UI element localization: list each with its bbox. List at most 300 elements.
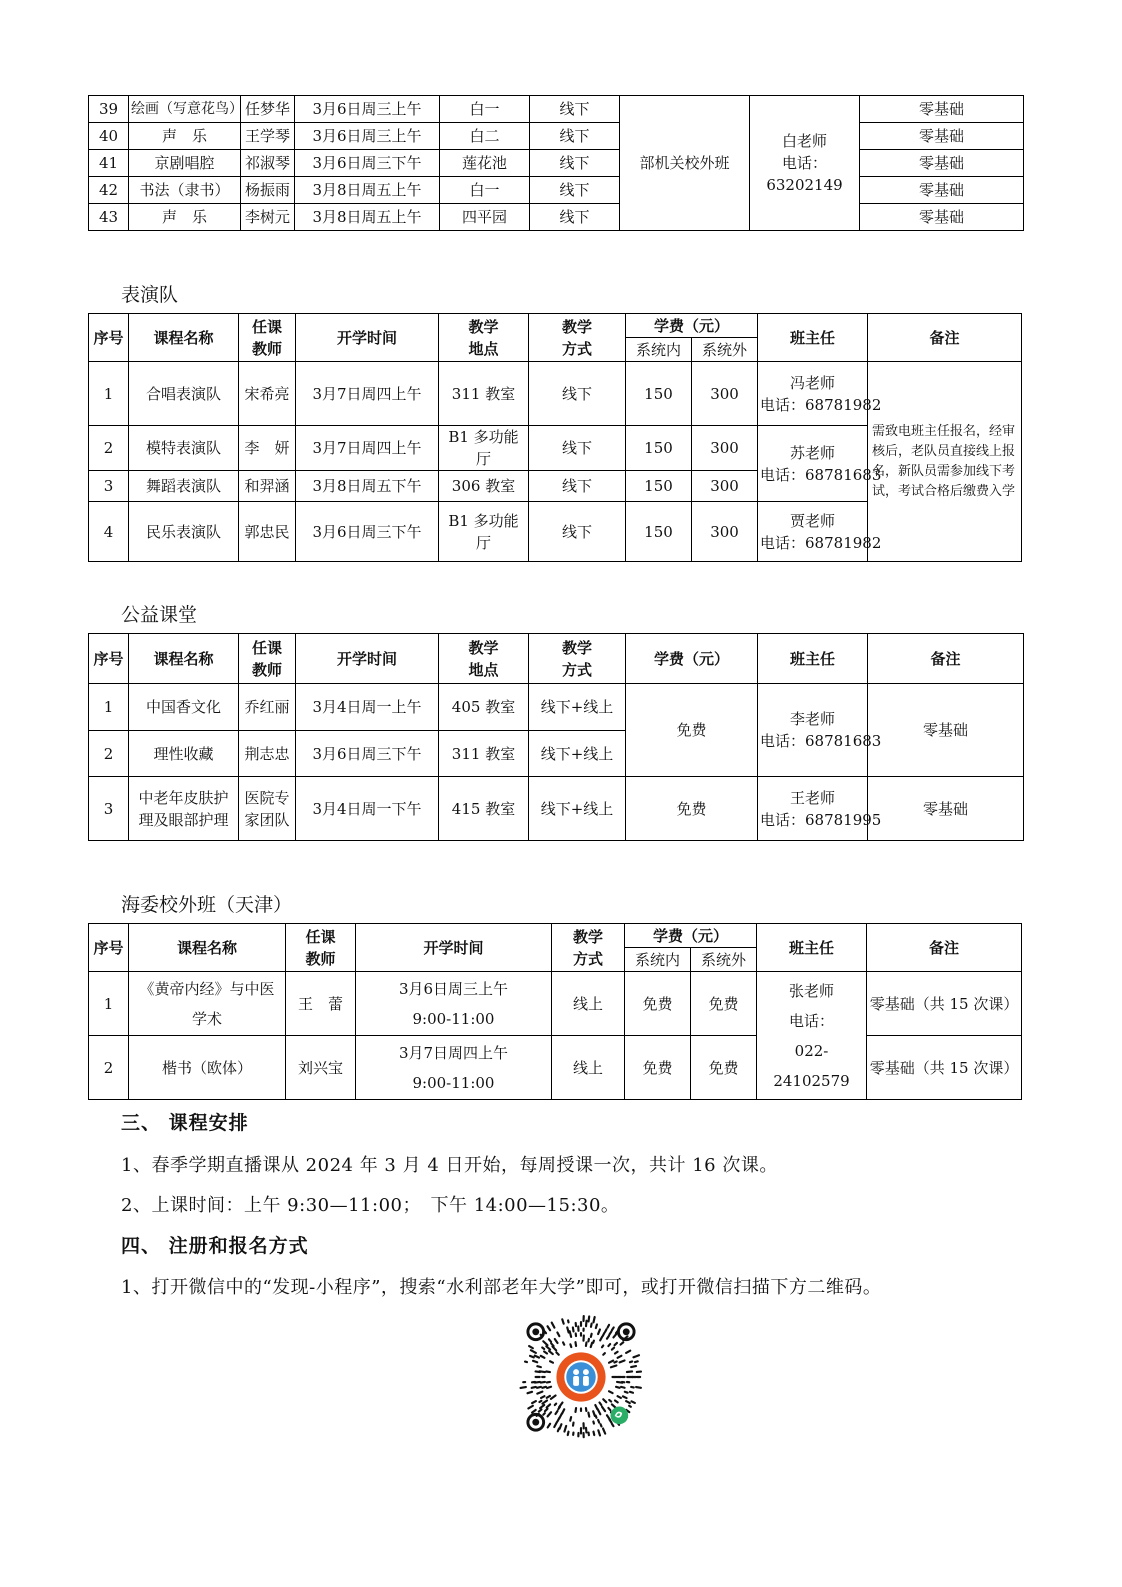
start-time-date: 3月6日周三上午 — [398, 979, 509, 998]
qr-dash — [591, 1334, 592, 1337]
row-number: 42 — [89, 177, 129, 204]
section-title-welfare: 公益课堂 — [121, 604, 198, 626]
qr-dash — [625, 1392, 628, 1393]
header-mode-line1: 教学 — [561, 317, 592, 336]
header-fee: 学费（元） — [626, 634, 758, 684]
teacher-name: 王学琴 — [241, 123, 295, 150]
teaching-mode: 线下+线上 — [529, 777, 626, 841]
qr-dash — [598, 1430, 600, 1435]
remark: 零基础 — [860, 96, 1024, 123]
qr-dash — [537, 1366, 541, 1367]
start-time: 3月7日周四上午 — [296, 426, 439, 471]
course-name: 京剧唱腔 — [129, 150, 241, 177]
qr-dash — [605, 1329, 606, 1332]
qr-dash — [609, 1420, 611, 1423]
table-row — [89, 1036, 1022, 1100]
remark: 零基础 — [860, 123, 1024, 150]
row-number: 1 — [89, 972, 129, 1036]
course-name-line2: 学术 — [191, 1009, 222, 1028]
qr-dash — [528, 1392, 533, 1393]
row-number: 4 — [89, 502, 129, 562]
tianjin-table — [88, 923, 1022, 1100]
head-teacher — [758, 777, 882, 841]
qr-dash — [547, 1396, 550, 1398]
qr-dash — [618, 1356, 622, 1358]
fee-outside: 300 — [692, 362, 758, 426]
qr-dash — [588, 1339, 589, 1341]
header-time: 开学时间 — [356, 924, 552, 972]
qr-dash — [535, 1356, 539, 1358]
head-teacher-name: 贾老师 — [790, 511, 836, 530]
header-place-line1: 教学 — [468, 638, 499, 657]
header-mode — [529, 314, 626, 362]
teaching-mode: 线下 — [530, 204, 620, 231]
row-number: 3 — [89, 471, 129, 502]
table-row — [89, 123, 1024, 150]
head-teacher-name: 白老师 — [781, 132, 827, 150]
qr-dash — [542, 1348, 544, 1350]
head-teacher — [758, 684, 882, 777]
row-number: 39 — [89, 96, 129, 123]
qr-dash — [593, 1422, 594, 1424]
course-table-continued — [88, 95, 1024, 231]
remark: 零基础（共 15 次课） — [867, 1036, 1022, 1100]
course-name-line2: 理及眼部护理 — [138, 810, 229, 829]
miniprogram-badge-icon — [611, 1407, 629, 1425]
head-teacher — [758, 502, 882, 562]
header-head-teacher: 班主任 — [758, 314, 868, 362]
qr-dash — [603, 1333, 605, 1336]
qr-dash — [575, 1342, 576, 1346]
header-fee-outside: 系统外 — [691, 948, 757, 972]
header-fee: 学费（元） — [626, 314, 758, 338]
header-mode-line2: 方式 — [572, 949, 603, 968]
qr-dash — [544, 1352, 547, 1354]
header-place-line2: 地点 — [468, 339, 499, 358]
qr-dash — [554, 1422, 557, 1427]
header-teacher-line1: 任课 — [251, 638, 282, 657]
qr-dash — [591, 1343, 592, 1347]
course-name: 合唱表演队 — [129, 362, 239, 426]
row-number: 1 — [89, 684, 129, 731]
header-note: 备注 — [868, 634, 1024, 684]
fee-outside: 免费 — [691, 972, 757, 1036]
teacher-name: 李树元 — [241, 204, 295, 231]
head-teacher-phone-label: 电话： — [789, 1011, 835, 1030]
qr-dash — [612, 1424, 614, 1426]
start-time-hours: 9:00-11:00 — [412, 1073, 495, 1092]
qr-dash — [593, 1432, 594, 1435]
location: 311 教室 — [439, 731, 529, 777]
fee-inside: 150 — [626, 471, 692, 502]
header-teacher — [239, 634, 296, 684]
course-name: 绘画（写意花鸟） — [129, 96, 241, 123]
start-time: 3月6日周三下午 — [296, 502, 439, 562]
qr-dash — [589, 1317, 590, 1322]
location: 四平园 — [440, 204, 530, 231]
qr-dash — [615, 1400, 618, 1402]
teaching-mode: 线下 — [530, 177, 620, 204]
start-time-date: 3月7日周四上午 — [398, 1043, 509, 1062]
course-name-line1: 中老年皮肤护 — [138, 788, 229, 807]
row-number: 41 — [89, 150, 129, 177]
qr-dash — [593, 1341, 594, 1343]
qr-dash — [630, 1361, 632, 1362]
location: 405 教室 — [439, 684, 529, 731]
qr-dash — [593, 1317, 594, 1322]
qr-dash — [635, 1361, 638, 1362]
qr-dash — [541, 1356, 545, 1358]
teacher-name: 祁淑琴 — [241, 150, 295, 177]
qr-dash — [521, 1387, 526, 1388]
section-title-performance: 表演队 — [121, 284, 179, 306]
head-teacher-name: 李老师 — [789, 710, 835, 728]
course-name: 声 乐 — [129, 123, 241, 150]
header-course: 课程名称 — [129, 924, 286, 972]
qr-dash — [612, 1327, 614, 1330]
header-mode — [529, 634, 626, 684]
qr-dash — [570, 1417, 571, 1421]
qr-dash — [601, 1424, 602, 1426]
qr-dash — [550, 1361, 553, 1362]
header-head-teacher: 班主任 — [757, 924, 867, 972]
start-time: 3月8日周五下午 — [296, 471, 439, 502]
qr-dash — [608, 1408, 610, 1410]
header-fee-outside: 系统外 — [692, 338, 758, 362]
head-teacher-phone: 电话：68781683 — [760, 465, 882, 484]
qr-dash — [543, 1413, 545, 1415]
course-name: 声 乐 — [129, 204, 241, 231]
qr-dash — [528, 1406, 533, 1409]
teacher-name-line1: 医院专 — [244, 788, 290, 807]
qr-dash — [546, 1371, 550, 1372]
qr-dash — [621, 1342, 624, 1344]
qr-dash — [548, 1412, 552, 1416]
performance-table — [88, 313, 1022, 562]
fee-outside: 300 — [692, 426, 758, 471]
qr-dash — [598, 1420, 599, 1423]
location: 白二 — [440, 123, 530, 150]
qr-dash — [555, 1411, 557, 1414]
qr-dash — [548, 1326, 551, 1330]
header-teacher-line2: 教师 — [305, 949, 336, 968]
qr-dash — [570, 1331, 571, 1337]
qr-dash — [618, 1396, 621, 1398]
qr-dash — [598, 1329, 600, 1334]
qr-dash — [532, 1410, 536, 1413]
qr-dash — [558, 1407, 560, 1409]
qr-dash — [547, 1404, 550, 1407]
table-row — [89, 150, 1024, 177]
fee-inside: 150 — [626, 502, 692, 562]
location: B1 多功能厅 — [439, 426, 529, 471]
header-teacher-line2: 教师 — [251, 660, 282, 679]
qr-dash — [626, 1351, 630, 1353]
qr-dash — [551, 1395, 556, 1398]
teaching-mode: 线上 — [552, 972, 625, 1036]
qr-dash — [533, 1361, 537, 1362]
qr-dash — [612, 1348, 614, 1350]
schedule-paragraph-2: 2、上课时间：上午 9:30—11:00； 下午 14:00—15:30。 — [121, 1195, 620, 1216]
header-teacher — [239, 314, 296, 362]
head-teacher-phone: 电话：68781982 — [760, 533, 882, 552]
header-no: 序号 — [89, 634, 129, 684]
qr-dash — [537, 1392, 542, 1394]
qr-dash — [532, 1387, 536, 1388]
table-row — [89, 177, 1024, 204]
qr-dash — [575, 1408, 576, 1412]
qr-dash — [603, 1353, 605, 1355]
qr-dash — [636, 1387, 641, 1388]
teacher-name: 任梦华 — [241, 96, 295, 123]
fee: 免费 — [626, 684, 758, 777]
course-name: 舞蹈表演队 — [129, 471, 239, 502]
fee: 免费 — [626, 777, 758, 841]
fee-outside: 300 — [692, 471, 758, 502]
qr-dash — [570, 1344, 571, 1347]
qr-finder-dot — [532, 1328, 539, 1335]
header-teacher — [286, 924, 356, 972]
qr-dash — [626, 1401, 630, 1403]
teacher-name: 李 妍 — [239, 426, 296, 471]
head-teacher-phone: 022-24102579 — [773, 1041, 850, 1090]
qr-dash — [555, 1404, 556, 1405]
location: 白一 — [440, 96, 530, 123]
qr-dash — [627, 1371, 632, 1372]
teaching-mode: 线下 — [530, 150, 620, 177]
qr-dash — [532, 1401, 536, 1403]
header-teacher-line1: 任课 — [251, 317, 282, 336]
qr-dash — [603, 1399, 606, 1402]
qr-dash — [603, 1429, 605, 1434]
fee-outside: 300 — [692, 502, 758, 562]
qr-dash — [609, 1391, 613, 1393]
qr-dash — [552, 1323, 555, 1328]
start-time: 3月6日周三上午 — [295, 123, 440, 150]
table-row — [89, 684, 1024, 731]
header-time: 开学时间 — [296, 314, 439, 362]
teaching-mode: 线下 — [530, 96, 620, 123]
qr-dash — [608, 1344, 610, 1346]
teacher-name: 王 蕾 — [286, 972, 356, 1036]
qr-dash — [596, 1416, 597, 1418]
header-mode-line2: 方式 — [561, 339, 592, 358]
location: 311 教室 — [439, 362, 529, 426]
qr-dash — [608, 1325, 609, 1328]
qr-dash — [612, 1404, 616, 1407]
header-fee: 学费（元） — [625, 924, 757, 948]
qr-dash — [562, 1319, 563, 1323]
header-mode-line2: 方式 — [561, 660, 592, 679]
head-teacher-phone: 电话：68781683 — [760, 732, 882, 750]
head-teacher — [758, 362, 882, 426]
qr-finder-dot — [532, 1419, 539, 1426]
course-name — [129, 972, 286, 1036]
start-time: 3月6日周三上午 — [295, 96, 440, 123]
qr-dash — [541, 1382, 545, 1383]
qr-dash — [586, 1321, 587, 1326]
header-note: 备注 — [867, 924, 1022, 972]
head-teacher-name: 冯老师 — [790, 373, 836, 392]
row-number: 2 — [89, 1036, 129, 1100]
qr-dash — [541, 1396, 544, 1398]
start-time — [356, 1036, 552, 1100]
qr-dash — [620, 1360, 625, 1362]
row-number: 43 — [89, 204, 129, 231]
teacher-name: 杨振雨 — [241, 177, 295, 204]
teacher-name: 郭忠民 — [239, 502, 296, 562]
table-row — [89, 204, 1024, 231]
qr-dash — [567, 1327, 568, 1332]
start-time — [356, 972, 552, 1036]
location: B1 多功能厅 — [439, 502, 529, 562]
qr-dash — [588, 1413, 589, 1417]
table-row — [89, 972, 1022, 1036]
qr-dash — [548, 1424, 550, 1428]
table-row — [89, 777, 1024, 841]
header-mode-line1: 教学 — [572, 927, 603, 946]
qr-dash — [530, 1356, 534, 1358]
course-name: 书法（隶书） — [129, 177, 241, 204]
head-teacher-name: 苏老师 — [790, 443, 836, 462]
schedule-paragraph-1: 1、春季学期直播课从 2024 年 3 月 4 日开始，每周授课一次，共计 16 次课。 — [121, 1155, 778, 1176]
qr-dash — [586, 1342, 587, 1346]
course-name: 模特表演队 — [129, 426, 239, 471]
qr-dash — [556, 1352, 558, 1354]
qr-dash — [602, 1407, 605, 1411]
teaching-mode: 线下+线上 — [529, 731, 626, 777]
fee-inside: 150 — [626, 426, 692, 471]
fee-inside: 150 — [626, 362, 692, 426]
qr-dash — [568, 1432, 569, 1435]
remark: 零基础 — [860, 204, 1024, 231]
qr-dash — [539, 1409, 542, 1411]
header-place-line1: 教学 — [468, 317, 499, 336]
header-mode-line1: 教学 — [561, 638, 592, 657]
remark: 零基础（共 15 次课） — [867, 972, 1022, 1036]
header-place-line2: 地点 — [468, 660, 499, 679]
location: 白一 — [440, 177, 530, 204]
location: 莲花池 — [440, 150, 530, 177]
qr-dash — [630, 1392, 633, 1393]
qr-dash — [623, 1396, 627, 1398]
teacher-name-line2: 家团队 — [244, 810, 290, 829]
start-time-hours: 9:00-11:00 — [412, 1009, 495, 1028]
table-row — [89, 96, 1024, 123]
qr-dash — [549, 1339, 551, 1341]
section-heading-registration: 四、 注册和报名方式 — [121, 1235, 309, 1257]
qr-dash — [539, 1401, 541, 1402]
head-teacher — [757, 972, 867, 1100]
header-row — [89, 314, 1022, 338]
start-time: 3月7日周四上午 — [296, 362, 439, 426]
qr-dash — [633, 1355, 638, 1357]
qr-dash — [547, 1387, 551, 1388]
course-name: 楷书（欧体） — [129, 1036, 286, 1100]
fee-outside: 免费 — [691, 1036, 757, 1100]
teacher-name — [239, 777, 296, 841]
head-teacher-name: 王老师 — [789, 788, 835, 807]
teaching-mode: 线下 — [529, 471, 626, 502]
header-teacher-line2: 教师 — [251, 339, 282, 358]
qr-dash — [543, 1341, 547, 1345]
teacher-name: 宋希亮 — [239, 362, 296, 426]
logo-emblem — [566, 1362, 596, 1392]
qr-dash — [599, 1402, 601, 1404]
header-place — [439, 634, 529, 684]
qr-finder-dot — [623, 1328, 630, 1335]
header-place — [439, 314, 529, 362]
teaching-mode: 线下 — [529, 502, 626, 562]
qr-dash — [552, 1346, 556, 1350]
remark: 零基础 — [860, 177, 1024, 204]
head-teacher-phone: 电话：68781982 — [760, 395, 882, 414]
welfare-table — [88, 633, 1024, 841]
qr-code-icon[interactable] — [522, 1318, 640, 1436]
qr-dash — [629, 1406, 631, 1407]
remark: 零基础 — [868, 684, 1024, 777]
qr-dash — [600, 1337, 602, 1341]
qr-dash — [558, 1429, 559, 1432]
row-number: 3 — [89, 777, 129, 841]
qr-dash — [631, 1366, 636, 1367]
qr-dash — [563, 1342, 564, 1344]
remark: 零基础 — [868, 777, 1024, 841]
qr-dash — [564, 1426, 566, 1432]
start-time: 3月4日周一上午 — [296, 684, 439, 731]
header-teacher-line1: 任课 — [305, 927, 336, 946]
course-name: 理性收藏 — [129, 731, 239, 777]
teacher-name: 和羿涵 — [239, 471, 296, 502]
qr-dash — [614, 1362, 616, 1363]
teaching-mode: 线下+线上 — [529, 684, 626, 731]
header-no: 序号 — [89, 314, 129, 362]
course-name — [129, 777, 239, 841]
qr-dash — [542, 1400, 547, 1403]
teaching-mode: 线下 — [529, 362, 626, 426]
header-mode — [552, 924, 625, 972]
qr-dash — [596, 1324, 597, 1328]
qr-dash — [615, 1352, 618, 1354]
qr-dash — [546, 1346, 550, 1349]
qr-dash — [593, 1411, 595, 1416]
start-time: 3月4日周一下午 — [296, 777, 439, 841]
qr-dash — [555, 1339, 558, 1343]
section-heading-schedule: 三、 课程安排 — [121, 1112, 249, 1134]
header-course: 课程名称 — [129, 634, 239, 684]
qr-dash — [616, 1387, 620, 1388]
header-note: 备注 — [868, 314, 1022, 362]
qr-dash — [542, 1387, 546, 1388]
qr-dash — [609, 1361, 613, 1363]
start-time: 3月8日周五上午 — [295, 204, 440, 231]
qr-dash — [540, 1405, 544, 1408]
header-time: 开学时间 — [296, 634, 439, 684]
header-row — [89, 924, 1022, 948]
teacher-name: 荆志忠 — [239, 731, 296, 777]
head-teacher — [758, 426, 882, 502]
start-time: 3月6日周三下午 — [295, 150, 440, 177]
qr-dash — [631, 1401, 634, 1403]
qr-dash — [631, 1387, 634, 1388]
qr-dash — [529, 1346, 533, 1348]
row-number: 40 — [89, 123, 129, 150]
location: 415 教室 — [439, 777, 529, 841]
qr-dash — [525, 1362, 527, 1363]
section-title-tianjin: 海委校外班（天津） — [121, 894, 293, 916]
start-time: 3月6日周三下午 — [296, 731, 439, 777]
qr-dash — [591, 1324, 592, 1327]
